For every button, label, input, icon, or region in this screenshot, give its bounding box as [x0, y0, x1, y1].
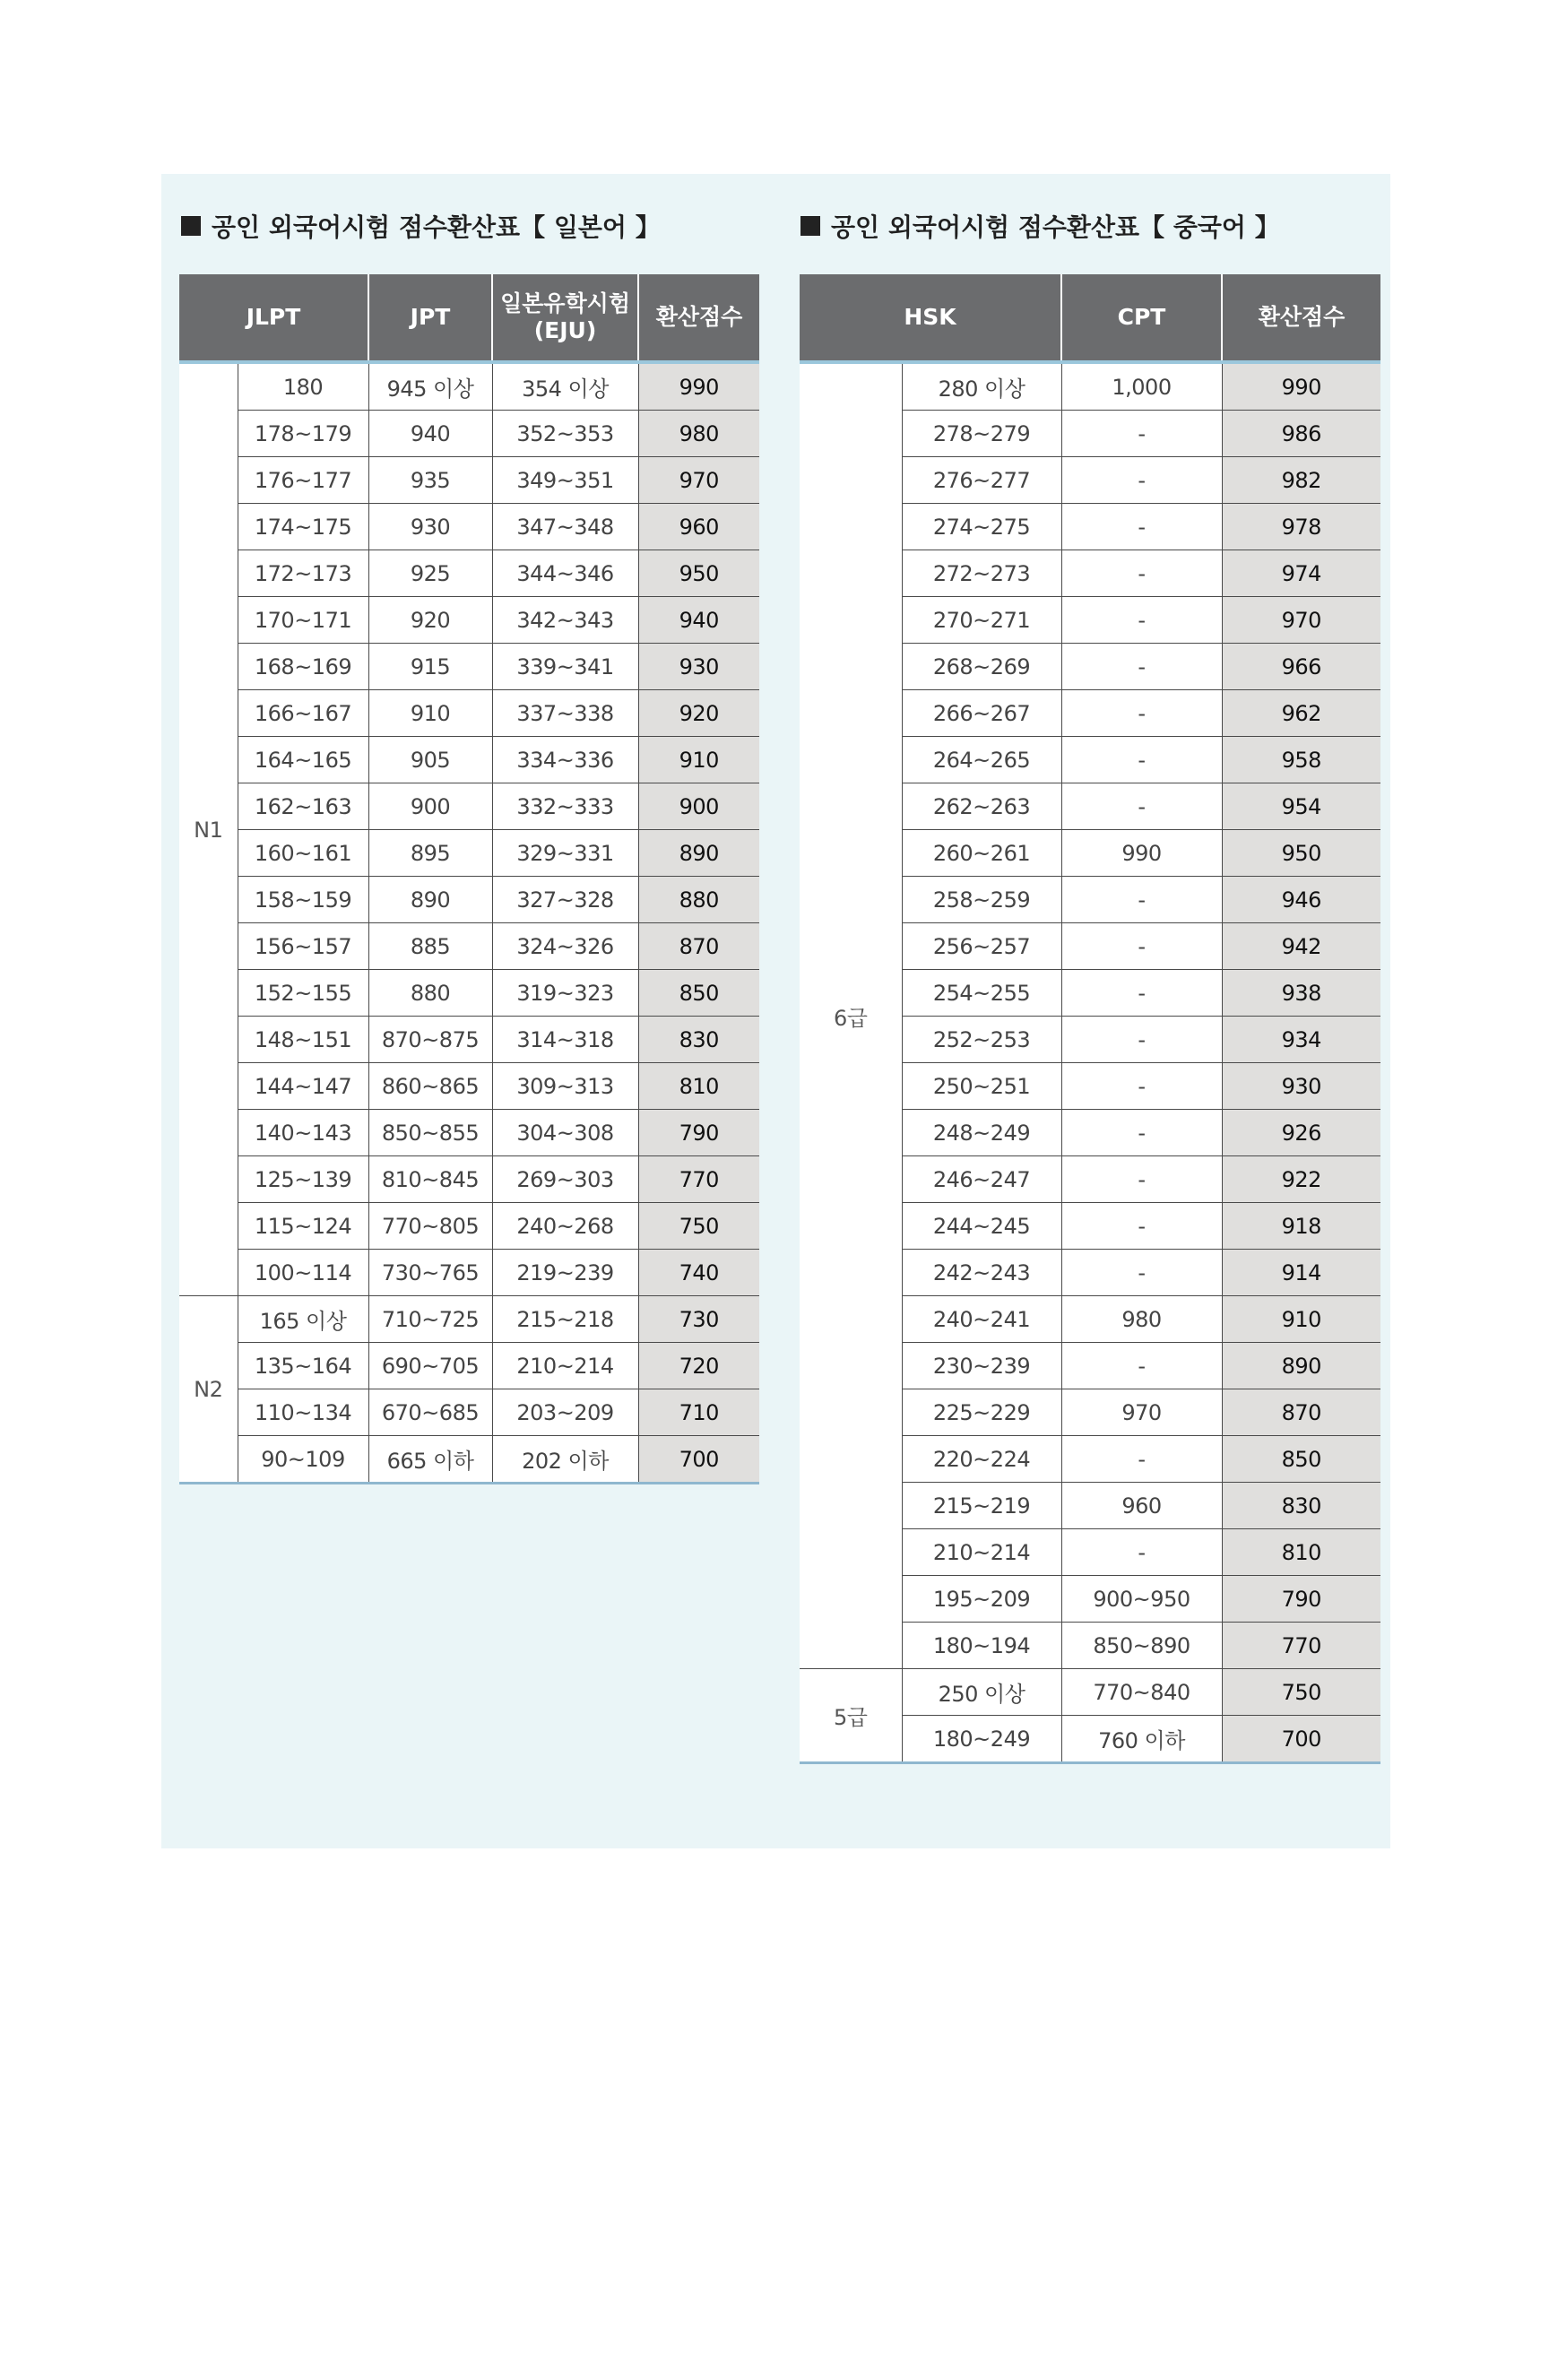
- table-row: [179, 830, 759, 877]
- score-range-cell: 215~218: [492, 1296, 638, 1343]
- score-range-cell: -: [1061, 644, 1222, 690]
- table-row: [179, 970, 759, 1017]
- score-range-cell: -: [1061, 923, 1222, 970]
- score-range-cell: -: [1061, 970, 1222, 1017]
- chinese-score-table: [800, 274, 1380, 1764]
- score-range-cell: 690~705: [368, 1343, 492, 1389]
- converted-score-cell: 942: [1222, 923, 1380, 970]
- score-range-cell: 256~257: [902, 923, 1061, 970]
- score-range-cell: 164~165: [238, 737, 368, 783]
- score-range-cell: 152~155: [238, 970, 368, 1017]
- converted-score-cell: 934: [1222, 1017, 1380, 1063]
- score-range-cell: 264~265: [902, 737, 1061, 783]
- score-range-cell: -: [1061, 550, 1222, 597]
- level-cell: 6급: [800, 362, 902, 1669]
- score-range-cell: 148~151: [238, 1017, 368, 1063]
- score-range-cell: 314~318: [492, 1017, 638, 1063]
- converted-score-cell: 750: [1222, 1669, 1380, 1716]
- score-range-cell: 158~159: [238, 877, 368, 923]
- score-range-cell: -: [1061, 1203, 1222, 1250]
- converted-score-cell: 918: [1222, 1203, 1380, 1250]
- table-row: [179, 737, 759, 783]
- score-range-cell: 219~239: [492, 1250, 638, 1296]
- score-range-cell: -: [1061, 1156, 1222, 1203]
- table-row: [179, 1110, 759, 1156]
- score-range-cell: 329~331: [492, 830, 638, 877]
- table-row: [179, 1063, 759, 1110]
- header-eju: [492, 274, 638, 362]
- converted-score-cell: 750: [638, 1203, 759, 1250]
- chinese-header-row: [800, 274, 1380, 362]
- converted-score-cell: 910: [1222, 1296, 1380, 1343]
- score-range-cell: 870~875: [368, 1017, 492, 1063]
- header-hsk: HSK: [800, 274, 1061, 362]
- score-range-cell: 203~209: [492, 1389, 638, 1436]
- score-range-cell: 850~855: [368, 1110, 492, 1156]
- score-range-cell: 344~346: [492, 550, 638, 597]
- table-row: [179, 411, 759, 457]
- score-range-cell: -: [1061, 877, 1222, 923]
- converted-score-cell: 870: [638, 923, 759, 970]
- converted-score-cell: 922: [1222, 1156, 1380, 1203]
- table-row: [179, 362, 759, 411]
- japanese-header-row: [179, 274, 759, 362]
- score-range-cell: -: [1061, 457, 1222, 504]
- score-range-cell: 280 이상: [902, 362, 1061, 411]
- converted-score-cell: 966: [1222, 644, 1380, 690]
- score-range-cell: 349~351: [492, 457, 638, 504]
- level-cell: N1: [179, 362, 238, 1296]
- score-range-cell: 347~348: [492, 504, 638, 550]
- score-range-cell: 268~269: [902, 644, 1061, 690]
- converted-score-cell: 940: [638, 597, 759, 644]
- score-range-cell: 250 이상: [902, 1669, 1061, 1716]
- score-range-cell: -: [1061, 1343, 1222, 1389]
- converted-score-cell: 810: [1222, 1529, 1380, 1576]
- table-row: [179, 1156, 759, 1203]
- score-range-cell: 240~241: [902, 1296, 1061, 1343]
- score-range-cell: 309~313: [492, 1063, 638, 1110]
- score-range-cell: 180: [238, 362, 368, 411]
- score-range-cell: 710~725: [368, 1296, 492, 1343]
- converted-score-cell: 938: [1222, 970, 1380, 1017]
- score-range-cell: 860~865: [368, 1063, 492, 1110]
- square-bullet-icon: [181, 216, 201, 236]
- score-range-cell: 258~259: [902, 877, 1061, 923]
- score-range-cell: 174~175: [238, 504, 368, 550]
- converted-score-cell: 946: [1222, 877, 1380, 923]
- table-row: [179, 504, 759, 550]
- score-range-cell: 210~214: [492, 1343, 638, 1389]
- score-range-cell: 248~249: [902, 1110, 1061, 1156]
- score-range-cell: 900: [368, 783, 492, 830]
- converted-score-cell: 870: [1222, 1389, 1380, 1436]
- header-converted-score: 환산점수: [1222, 274, 1380, 362]
- converted-score-cell: 914: [1222, 1250, 1380, 1296]
- score-range-cell: 115~124: [238, 1203, 368, 1250]
- score-range-cell: 246~247: [902, 1156, 1061, 1203]
- score-range-cell: 168~169: [238, 644, 368, 690]
- converted-score-cell: 930: [1222, 1063, 1380, 1110]
- converted-score-cell: 954: [1222, 783, 1380, 830]
- converted-score-cell: 880: [638, 877, 759, 923]
- score-range-cell: -: [1061, 597, 1222, 644]
- japanese-section-title: [181, 206, 661, 246]
- converted-score-cell: 990: [1222, 362, 1380, 411]
- score-range-cell: 895: [368, 830, 492, 877]
- converted-score-cell: 982: [1222, 457, 1380, 504]
- converted-score-cell: 770: [638, 1156, 759, 1203]
- score-range-cell: 324~326: [492, 923, 638, 970]
- score-range-cell: 332~333: [492, 783, 638, 830]
- score-range-cell: 885: [368, 923, 492, 970]
- chinese-table-wrap: [800, 274, 1380, 1764]
- score-range-cell: 810~845: [368, 1156, 492, 1203]
- converted-score-cell: 974: [1222, 550, 1380, 597]
- converted-score-cell: 962: [1222, 690, 1380, 737]
- score-range-cell: 880: [368, 970, 492, 1017]
- table-row: [179, 1389, 759, 1436]
- score-range-cell: -: [1061, 737, 1222, 783]
- score-range-cell: 910: [368, 690, 492, 737]
- converted-score-cell: 710: [638, 1389, 759, 1436]
- converted-score-cell: 960: [638, 504, 759, 550]
- score-range-cell: 935: [368, 457, 492, 504]
- converted-score-cell: 830: [1222, 1483, 1380, 1529]
- score-range-cell: 915: [368, 644, 492, 690]
- chinese-title-text: 공인 외국어시험 점수환산표【 중국어 】: [831, 212, 1280, 242]
- score-range-cell: 850~890: [1061, 1623, 1222, 1669]
- level-cell: N2: [179, 1296, 238, 1484]
- square-bullet-icon: [800, 216, 820, 236]
- score-range-cell: 125~139: [238, 1156, 368, 1203]
- score-range-cell: 160~161: [238, 830, 368, 877]
- score-range-cell: 230~239: [902, 1343, 1061, 1389]
- converted-score-cell: 700: [638, 1436, 759, 1484]
- converted-score-cell: 970: [638, 457, 759, 504]
- score-range-cell: 266~267: [902, 690, 1061, 737]
- score-range-cell: 334~336: [492, 737, 638, 783]
- score-range-cell: 905: [368, 737, 492, 783]
- score-range-cell: 274~275: [902, 504, 1061, 550]
- score-range-cell: 319~323: [492, 970, 638, 1017]
- score-range-cell: -: [1061, 1110, 1222, 1156]
- converted-score-cell: 810: [638, 1063, 759, 1110]
- score-range-cell: -: [1061, 1436, 1222, 1483]
- header-eju-line1: 일본유학시험: [500, 290, 630, 316]
- table-row: [179, 783, 759, 830]
- score-range-cell: 165 이상: [238, 1296, 368, 1343]
- converted-score-cell: 770: [1222, 1623, 1380, 1669]
- score-range-cell: 940: [368, 411, 492, 457]
- header-cpt: CPT: [1061, 274, 1222, 362]
- table-row: [179, 1203, 759, 1250]
- converted-score-cell: 920: [638, 690, 759, 737]
- score-range-cell: -: [1061, 1529, 1222, 1576]
- converted-score-cell: 986: [1222, 411, 1380, 457]
- score-range-cell: 354 이상: [492, 362, 638, 411]
- converted-score-cell: 990: [638, 362, 759, 411]
- converted-score-cell: 930: [638, 644, 759, 690]
- score-range-cell: 180~194: [902, 1623, 1061, 1669]
- score-range-cell: 339~341: [492, 644, 638, 690]
- score-range-cell: 250~251: [902, 1063, 1061, 1110]
- table-row: [179, 690, 759, 737]
- score-range-cell: 920: [368, 597, 492, 644]
- table-row: [179, 1296, 759, 1343]
- score-range-cell: 210~214: [902, 1529, 1061, 1576]
- score-range-cell: 990: [1061, 830, 1222, 877]
- score-range-cell: 144~147: [238, 1063, 368, 1110]
- score-range-cell: 100~114: [238, 1250, 368, 1296]
- score-range-cell: 262~263: [902, 783, 1061, 830]
- table-row: [179, 1017, 759, 1063]
- score-range-cell: 240~268: [492, 1203, 638, 1250]
- score-range-cell: 304~308: [492, 1110, 638, 1156]
- score-range-cell: 945 이상: [368, 362, 492, 411]
- score-range-cell: 269~303: [492, 1156, 638, 1203]
- chinese-section-title: [800, 206, 1280, 246]
- converted-score-cell: 850: [638, 970, 759, 1017]
- score-range-cell: 172~173: [238, 550, 368, 597]
- score-range-cell: 970: [1061, 1389, 1222, 1436]
- table-row: [179, 550, 759, 597]
- score-range-cell: 352~353: [492, 411, 638, 457]
- score-range-cell: -: [1061, 1017, 1222, 1063]
- converted-score-cell: 830: [638, 1017, 759, 1063]
- score-range-cell: -: [1061, 504, 1222, 550]
- score-range-cell: 176~177: [238, 457, 368, 504]
- score-range-cell: 178~179: [238, 411, 368, 457]
- score-range-cell: 242~243: [902, 1250, 1061, 1296]
- table-row: [179, 1343, 759, 1389]
- header-eju-line2: (EJU): [533, 317, 597, 343]
- converted-score-cell: 900: [638, 783, 759, 830]
- converted-score-cell: 890: [638, 830, 759, 877]
- score-range-cell: 90~109: [238, 1436, 368, 1484]
- score-range-cell: 166~167: [238, 690, 368, 737]
- score-range-cell: 110~134: [238, 1389, 368, 1436]
- score-range-cell: 980: [1061, 1296, 1222, 1343]
- score-range-cell: 278~279: [902, 411, 1061, 457]
- score-range-cell: 890: [368, 877, 492, 923]
- score-range-cell: 202 이하: [492, 1436, 638, 1484]
- score-range-cell: 665 이하: [368, 1436, 492, 1484]
- japanese-title-text: 공인 외국어시험 점수환산표【 일본어 】: [212, 212, 661, 242]
- converted-score-cell: 970: [1222, 597, 1380, 644]
- score-range-cell: 770~840: [1061, 1669, 1222, 1716]
- score-range-cell: 276~277: [902, 457, 1061, 504]
- table-row: [179, 923, 759, 970]
- score-range-cell: 337~338: [492, 690, 638, 737]
- converted-score-cell: 958: [1222, 737, 1380, 783]
- score-range-cell: 244~245: [902, 1203, 1061, 1250]
- score-range-cell: -: [1061, 411, 1222, 457]
- header-converted-score: 환산점수: [638, 274, 759, 362]
- score-range-cell: 195~209: [902, 1576, 1061, 1623]
- score-range-cell: 327~328: [492, 877, 638, 923]
- score-range-cell: 180~249: [902, 1716, 1061, 1763]
- header-jpt: JPT: [368, 274, 492, 362]
- score-range-cell: 156~157: [238, 923, 368, 970]
- score-range-cell: 225~229: [902, 1389, 1061, 1436]
- level-cell: 5급: [800, 1669, 902, 1763]
- score-range-cell: 170~171: [238, 597, 368, 644]
- converted-score-cell: 850: [1222, 1436, 1380, 1483]
- converted-score-cell: 950: [638, 550, 759, 597]
- score-range-cell: 252~253: [902, 1017, 1061, 1063]
- converted-score-cell: 720: [638, 1343, 759, 1389]
- header-jlpt: JLPT: [179, 274, 368, 362]
- score-range-cell: 272~273: [902, 550, 1061, 597]
- table-row: [179, 1436, 759, 1484]
- score-range-cell: 930: [368, 504, 492, 550]
- table-row: [800, 362, 1380, 411]
- converted-score-cell: 980: [638, 411, 759, 457]
- japanese-score-table: [179, 274, 759, 1484]
- score-range-cell: 342~343: [492, 597, 638, 644]
- score-range-cell: 215~219: [902, 1483, 1061, 1529]
- converted-score-cell: 790: [1222, 1576, 1380, 1623]
- converted-score-cell: 910: [638, 737, 759, 783]
- converted-score-cell: 740: [638, 1250, 759, 1296]
- table-row: [179, 1250, 759, 1296]
- score-range-cell: -: [1061, 783, 1222, 830]
- converted-score-cell: 978: [1222, 504, 1380, 550]
- score-range-cell: 140~143: [238, 1110, 368, 1156]
- converted-score-cell: 926: [1222, 1110, 1380, 1156]
- score-range-cell: 254~255: [902, 970, 1061, 1017]
- table-row: [179, 597, 759, 644]
- score-range-cell: -: [1061, 1063, 1222, 1110]
- score-range-cell: 135~164: [238, 1343, 368, 1389]
- score-range-cell: 770~805: [368, 1203, 492, 1250]
- score-range-cell: -: [1061, 1250, 1222, 1296]
- table-row: [179, 877, 759, 923]
- converted-score-cell: 890: [1222, 1343, 1380, 1389]
- score-range-cell: -: [1061, 690, 1222, 737]
- score-range-cell: 900~950: [1061, 1576, 1222, 1623]
- converted-score-cell: 700: [1222, 1716, 1380, 1763]
- score-range-cell: 220~224: [902, 1436, 1061, 1483]
- score-range-cell: 730~765: [368, 1250, 492, 1296]
- table-row: [179, 457, 759, 504]
- table-row: [800, 1669, 1380, 1716]
- converted-score-cell: 950: [1222, 830, 1380, 877]
- score-range-cell: 960: [1061, 1483, 1222, 1529]
- score-range-cell: 760 이하: [1061, 1716, 1222, 1763]
- score-range-cell: 925: [368, 550, 492, 597]
- japanese-table-wrap: [179, 274, 759, 1484]
- converted-score-cell: 790: [638, 1110, 759, 1156]
- score-range-cell: 270~271: [902, 597, 1061, 644]
- converted-score-cell: 730: [638, 1296, 759, 1343]
- table-row: [179, 644, 759, 690]
- score-range-cell: 162~163: [238, 783, 368, 830]
- score-range-cell: 260~261: [902, 830, 1061, 877]
- score-range-cell: 670~685: [368, 1389, 492, 1436]
- score-range-cell: 1,000: [1061, 362, 1222, 411]
